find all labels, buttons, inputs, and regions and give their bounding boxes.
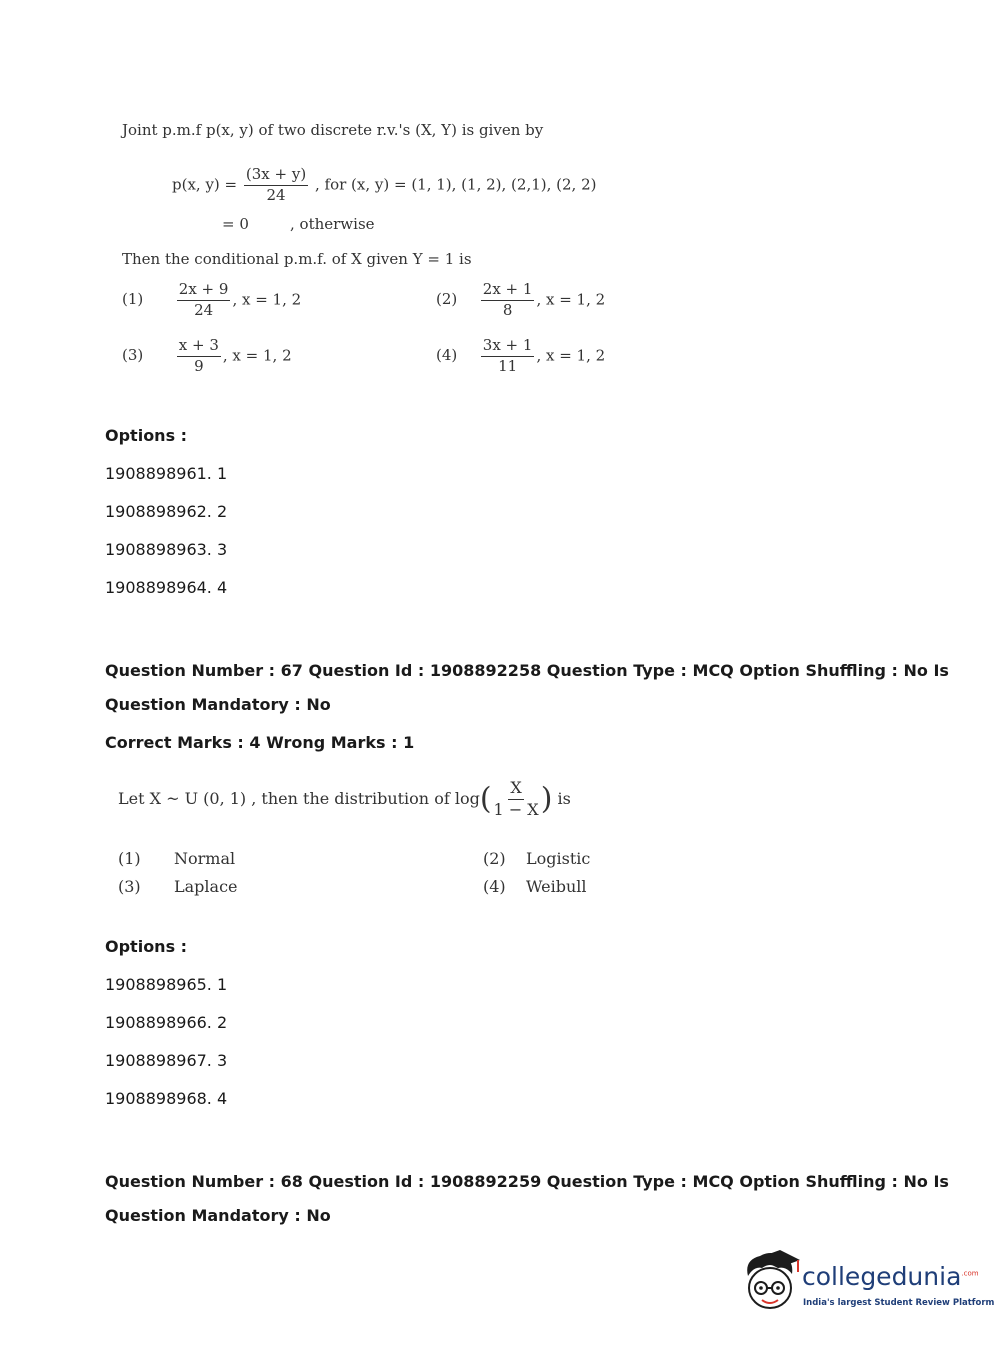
logo-wordmark <box>802 1262 979 1291</box>
choice-tail: , x = 1, 2 <box>536 290 606 309</box>
fraction-numerator: x + 3 <box>177 338 221 357</box>
q67-stem-text: Let X ~ U (0, 1) , then the distribution of log <box>118 788 480 808</box>
left-paren: ( <box>479 781 492 817</box>
fraction-denominator: 24 <box>194 300 214 319</box>
q66-eq-zero: = 0 <box>222 215 249 233</box>
choice-fraction <box>481 282 535 319</box>
q66-options-title: Options : <box>105 426 188 445</box>
q67-header-line2: Question Mandatory : No <box>105 695 331 714</box>
q67-choice-1 <box>118 849 235 868</box>
q66-otherwise: , otherwise <box>290 215 375 233</box>
choice-label: (3) <box>122 346 144 365</box>
q66-intro: Joint p.m.f p(x, y) of two discrete r.v.'s (X, Y) is given by <box>122 121 544 139</box>
q66-choice-3 <box>122 338 292 375</box>
fraction-numerator: 2x + 9 <box>177 282 231 301</box>
q67-header-line1: Question Number : 67 Question Id : 1908892258 Question Type : MCQ Option Shuffling : No Is <box>105 661 949 680</box>
fraction-numerator: X <box>508 780 523 800</box>
choice-label: (1) <box>122 290 144 309</box>
q67-option-3: 1908898967. 3 <box>105 1051 228 1070</box>
right-paren: ) <box>540 781 553 817</box>
q67-stem-tail: is <box>557 788 571 808</box>
collegedunia-logo[interactable] <box>740 1248 995 1318</box>
mascot-icon <box>740 1248 800 1314</box>
logo-domain: .com <box>961 1269 979 1278</box>
choice-fraction <box>177 338 221 375</box>
choice-text: Logistic <box>526 849 591 868</box>
logo-name: collegedunia <box>802 1262 962 1291</box>
logo-tagline: India's largest Student Review Platform <box>803 1298 995 1308</box>
choice-label: (1) <box>118 849 141 868</box>
q66-choice-2 <box>436 282 605 319</box>
fraction-denominator: 11 <box>498 356 518 375</box>
choice-tail: , x = 1, 2 <box>232 290 302 309</box>
fraction-denominator: 9 <box>194 356 204 375</box>
choice-label: (4) <box>436 346 458 365</box>
choice-label: (4) <box>483 877 506 896</box>
q67-options-title: Options : <box>105 937 188 956</box>
q68-header-line1: Question Number : 68 Question Id : 1908892259 Question Type : MCQ Option Shuffling : No Is <box>105 1172 949 1191</box>
q67-stem <box>118 780 571 819</box>
q67-option-2: 1908898966. 2 <box>105 1013 228 1032</box>
fraction-denominator: 8 <box>502 300 513 319</box>
q67-option-4: 1908898968. 4 <box>105 1089 228 1108</box>
q66-question: Then the conditional p.m.f. of X given Y = 1 is <box>122 250 472 268</box>
choice-tail: , x = 1, 2 <box>536 346 606 365</box>
choice-fraction <box>177 282 231 319</box>
q67-option-1: 1908898965. 1 <box>105 975 228 994</box>
q67-marks: Correct Marks : 4 Wrong Marks : 1 <box>105 733 415 752</box>
choice-fraction <box>481 338 535 375</box>
q68-header-line2: Question Mandatory : No <box>105 1206 331 1225</box>
choice-label: (2) <box>483 849 506 868</box>
q66-pmf-fraction <box>244 167 308 204</box>
fraction-denominator: 24 <box>266 185 286 204</box>
choice-text: Laplace <box>174 877 238 896</box>
fraction-numerator: (3x + y) <box>244 167 308 186</box>
choice-label: (3) <box>118 877 141 896</box>
choice-tail: , x = 1, 2 <box>222 346 292 365</box>
q67-choice-4 <box>483 877 587 896</box>
q66-option-2: 1908898962. 2 <box>105 502 228 521</box>
q67-choice-3 <box>118 877 238 896</box>
q67-stem-fraction <box>494 780 539 819</box>
q66-option-4: 1908898964. 4 <box>105 578 228 597</box>
q66-option-3: 1908898963. 3 <box>105 540 228 559</box>
q66-option-1: 1908898961. 1 <box>105 464 228 483</box>
q66-pmf-definition <box>172 167 596 204</box>
fraction-denominator: 1 − X <box>493 799 539 819</box>
q66-pmf-condition: , for (x, y) = (1, 1), (1, 2), (2,1), (2, 2) <box>314 175 597 194</box>
fraction-numerator: 2x + 1 <box>481 282 535 301</box>
choice-text: Normal <box>174 849 236 868</box>
q66-choice-1 <box>122 282 301 319</box>
q66-choice-4 <box>436 338 605 375</box>
choice-label: (2) <box>436 290 458 309</box>
fraction-numerator: 3x + 1 <box>481 338 535 357</box>
choice-text: Weibull <box>526 877 587 896</box>
q66-pmf-lhs: p(x, y) = <box>172 175 238 194</box>
q67-choice-2 <box>483 849 590 868</box>
